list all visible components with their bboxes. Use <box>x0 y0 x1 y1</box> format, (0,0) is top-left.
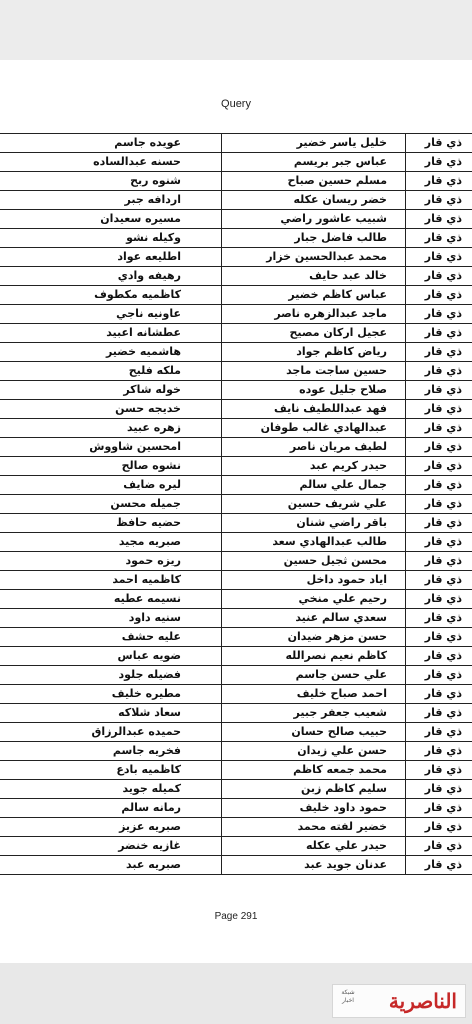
full-name-cell: حمود داود خليف <box>222 799 406 817</box>
full-name-cell: محمد عبدالحسين خزار <box>222 248 406 266</box>
table-row <box>0 209 472 228</box>
table-row <box>0 399 472 418</box>
mother-name-cell: كاظميه بادع <box>0 761 222 779</box>
mother-name-cell: شنوه ربح <box>0 172 222 190</box>
full-name-cell: شعيب جعفر جبير <box>222 704 406 722</box>
mother-name-cell: ملكه فليح <box>0 362 222 380</box>
province-cell: ذي قار <box>424 763 462 776</box>
mother-name-cell: عويده جاسم <box>0 134 222 152</box>
table-row <box>0 190 472 209</box>
table-row <box>0 836 472 855</box>
mother-name-cell: جميله محسن <box>0 495 222 513</box>
document-page <box>0 60 472 963</box>
full-name-cell: عباس كاظم خضير <box>222 286 406 304</box>
table-row <box>0 532 472 551</box>
mother-name-cell: مطيره خليف <box>0 685 222 703</box>
province-cell: ذي قار <box>424 326 462 339</box>
table-row <box>0 380 472 399</box>
table-row <box>0 304 472 323</box>
full-name-cell: فهد عبداللطيف نايف <box>222 400 406 418</box>
full-name-cell: رياض كاظم جواد <box>222 343 406 361</box>
table-row <box>0 361 472 380</box>
full-name-cell: طالب عبدالهادي سعد <box>222 533 406 551</box>
full-name-cell: صلاح جليل عوده <box>222 381 406 399</box>
mother-name-cell: صبريه مجيد <box>0 533 222 551</box>
table-row <box>0 228 472 247</box>
province-cell: ذي قار <box>424 782 462 795</box>
full-name-cell: علي حسن جاسم <box>222 666 406 684</box>
province-cell: ذي قار <box>424 630 462 643</box>
province-cell: ذي قار <box>424 212 462 225</box>
full-name-cell: عجيل اركان مصيح <box>222 324 406 342</box>
province-cell: ذي قار <box>424 592 462 605</box>
province-cell: ذي قار <box>424 478 462 491</box>
full-name-cell: عباس جبر بريسم <box>222 153 406 171</box>
table-row <box>0 418 472 437</box>
table-row <box>0 855 472 875</box>
mother-name-cell: اطليعه عواد <box>0 248 222 266</box>
table-row <box>0 133 472 152</box>
mother-name-cell: كميله جويد <box>0 780 222 798</box>
mother-name-cell: ليره ضايف <box>0 476 222 494</box>
mother-name-cell: عطشانه اعبيد <box>0 324 222 342</box>
mother-name-cell: سنيه داود <box>0 609 222 627</box>
province-cell: ذي قار <box>424 649 462 662</box>
province-cell: ذي قار <box>424 421 462 434</box>
province-cell: ذي قار <box>424 402 462 415</box>
province-cell: ذي قار <box>424 231 462 244</box>
full-name-cell: محسن ثجيل حسين <box>222 552 406 570</box>
mother-name-cell: رهيفه وادي <box>0 267 222 285</box>
mother-name-cell: صبريه عبد <box>0 856 222 874</box>
province-cell: ذي قار <box>424 345 462 358</box>
full-name-cell: عدنان جويد عبد <box>222 856 406 874</box>
province-cell: ذي قار <box>424 706 462 719</box>
full-name-cell: طالب فاضل جبار <box>222 229 406 247</box>
full-name-cell: كاظم نعيم نصرالله <box>222 647 406 665</box>
mother-name-cell: اردافه جبر <box>0 191 222 209</box>
full-name-cell: حسن علي زيدان <box>222 742 406 760</box>
full-name-cell: لطيف مريان ناصر <box>222 438 406 456</box>
full-name-cell: حسن مزهر ضيدان <box>222 628 406 646</box>
province-cell: ذي قار <box>424 744 462 757</box>
table-row <box>0 247 472 266</box>
full-name-cell: خليل ياسر خضير <box>222 134 406 152</box>
full-name-cell: حيدر علي عكله <box>222 837 406 855</box>
table-row <box>0 646 472 665</box>
province-cell: ذي قار <box>424 668 462 681</box>
province-cell: ذي قار <box>424 497 462 510</box>
table-row <box>0 494 472 513</box>
mother-name-cell: امحسين شاووش <box>0 438 222 456</box>
table-row <box>0 342 472 361</box>
full-name-cell: حسين ساجت ماجد <box>222 362 406 380</box>
mother-name-cell: نشوه صالح <box>0 457 222 475</box>
top-margin-band <box>0 0 472 60</box>
full-name-cell: عبدالهادي غالب طوفان <box>222 419 406 437</box>
table-row <box>0 323 472 342</box>
province-cell: ذي قار <box>424 820 462 833</box>
mother-name-cell: وكيله نشو <box>0 229 222 247</box>
province-cell: ذي قار <box>424 725 462 738</box>
full-name-cell: سليم كاظم زبن <box>222 780 406 798</box>
full-name-cell: علي شريف حسين <box>222 495 406 513</box>
mother-name-cell: عاونيه ناجي <box>0 305 222 323</box>
table-row <box>0 475 472 494</box>
table-row <box>0 608 472 627</box>
table-row <box>0 171 472 190</box>
province-cell: ذي قار <box>424 174 462 187</box>
province-cell: ذي قار <box>424 440 462 453</box>
full-name-cell: حيدر كريم عبد <box>222 457 406 475</box>
mother-name-cell: كاظميه احمد <box>0 571 222 589</box>
table-row <box>0 266 472 285</box>
table-row <box>0 513 472 532</box>
full-name-cell: خالد عبد حايف <box>222 267 406 285</box>
province-cell: ذي قار <box>424 801 462 814</box>
full-name-cell: جمال علي سالم <box>222 476 406 494</box>
full-name-cell: خضير لفته محمد <box>222 818 406 836</box>
mother-name-cell: حسنه عبدالساده <box>0 153 222 171</box>
table-row <box>0 570 472 589</box>
province-cell: ذي قار <box>424 611 462 624</box>
bottom-margin-band <box>0 963 472 1024</box>
query-title: Query <box>221 98 251 110</box>
mother-name-cell: خديجه حسن <box>0 400 222 418</box>
full-name-cell: باقر راضي شنان <box>222 514 406 532</box>
page-number: Page 291 <box>214 911 258 922</box>
table-row <box>0 722 472 741</box>
table-row <box>0 817 472 836</box>
province-cell: ذي قار <box>424 288 462 301</box>
table-row <box>0 665 472 684</box>
province-cell: ذي قار <box>424 858 462 871</box>
full-name-cell: شبيب عاشور راضي <box>222 210 406 228</box>
full-name-cell: احمد صباح خليف <box>222 685 406 703</box>
province-cell: ذي قار <box>424 383 462 396</box>
mother-name-cell: زهره عبيد <box>0 419 222 437</box>
mother-name-cell: مسيره سعيدان <box>0 210 222 228</box>
full-name-cell: سعدي سالم عنيد <box>222 609 406 627</box>
province-cell: ذي قار <box>424 250 462 263</box>
full-name-cell: مسلم حسين صباح <box>222 172 406 190</box>
table-row <box>0 551 472 570</box>
province-cell: ذي قار <box>424 535 462 548</box>
watermark-logo <box>332 984 466 1018</box>
table-row <box>0 627 472 646</box>
watermark-title: الناصرية <box>388 989 457 1013</box>
full-name-cell: خضر ريسان عكله <box>222 191 406 209</box>
province-cell: ذي قار <box>424 269 462 282</box>
table-row <box>0 798 472 817</box>
table-row <box>0 760 472 779</box>
table-row <box>0 437 472 456</box>
province-cell: ذي قار <box>424 516 462 529</box>
mother-name-cell: ريزه حمود <box>0 552 222 570</box>
table-row <box>0 285 472 304</box>
province-cell: ذي قار <box>424 136 462 149</box>
full-name-cell: اياد حمود داخل <box>222 571 406 589</box>
mother-name-cell: غازيه خنضر <box>0 837 222 855</box>
table-row <box>0 779 472 798</box>
mother-name-cell: حضيه حافظ <box>0 514 222 532</box>
province-cell: ذي قار <box>424 364 462 377</box>
table-row <box>0 456 472 475</box>
table-row <box>0 589 472 608</box>
province-cell: ذي قار <box>424 459 462 472</box>
table-row <box>0 684 472 703</box>
province-cell: ذي قار <box>424 307 462 320</box>
full-name-cell: محمد جمعه كاظم <box>222 761 406 779</box>
watermark-subtitle: شبكة اخبار <box>341 989 355 1004</box>
mother-name-cell: كاظميه مكطوف <box>0 286 222 304</box>
table-row <box>0 152 472 171</box>
full-name-cell: رحيم علي منخي <box>222 590 406 608</box>
full-name-cell: ماجد عبدالزهره ناصر <box>222 305 406 323</box>
mother-name-cell: ضويه عباس <box>0 647 222 665</box>
mother-name-cell: هاشميه خضير <box>0 343 222 361</box>
full-name-cell: حبيب صالح حسان <box>222 723 406 741</box>
mother-name-cell: عليه حشف <box>0 628 222 646</box>
province-cell: ذي قار <box>424 193 462 206</box>
table-row <box>0 703 472 722</box>
province-cell: ذي قار <box>424 554 462 567</box>
mother-name-cell: صبريه عزيز <box>0 818 222 836</box>
table-row <box>0 741 472 760</box>
mother-name-cell: رمانه سالم <box>0 799 222 817</box>
province-cell: ذي قار <box>424 155 462 168</box>
mother-name-cell: سعاد شلاكه <box>0 704 222 722</box>
province-cell: ذي قار <box>424 687 462 700</box>
mother-name-cell: فخريه جاسم <box>0 742 222 760</box>
mother-name-cell: نسيمه عطيه <box>0 590 222 608</box>
province-cell: ذي قار <box>424 573 462 586</box>
mother-name-cell: حميده عبدالرزاق <box>0 723 222 741</box>
mother-name-cell: فضيله جلود <box>0 666 222 684</box>
mother-name-cell: خوله شاكر <box>0 381 222 399</box>
province-cell: ذي قار <box>424 839 462 852</box>
